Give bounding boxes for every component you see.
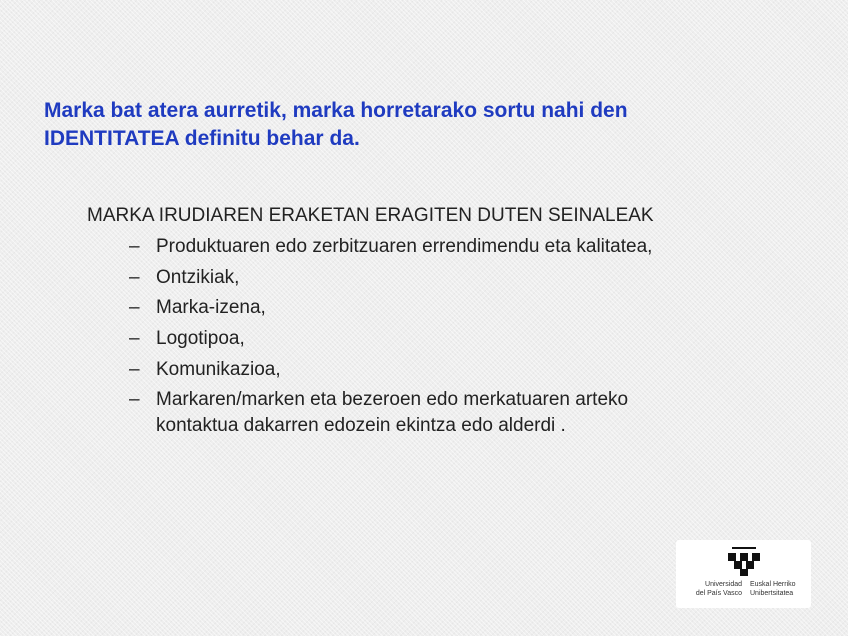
dash-bullet: – xyxy=(129,297,140,319)
dash-bullet: – xyxy=(129,389,140,411)
list-item xyxy=(129,265,749,291)
list-item-text xyxy=(156,357,749,383)
list-item-line: Ontzikiak, xyxy=(156,266,240,288)
section-heading: MARKA IRUDIAREN ERAKETAN ERAGITEN DUTEN SEINALEAK xyxy=(87,205,654,226)
list-item-line: Logotipoa, xyxy=(156,328,245,350)
list-item-line: Produktuaren edo zerbitzuaren errendimendu eta kalitatea, xyxy=(156,236,653,257)
list-item-line: Markaren/marken eta bezeroen edo merkatuaren arteko xyxy=(156,389,629,411)
list-item-line: kontaktua dakarren edozein ekintza edo alderdi . xyxy=(156,415,566,437)
slide-title-line: Marka bat atera aurretik, marka horretarako sortu nahi den xyxy=(44,99,628,122)
dash-bullet: – xyxy=(129,358,140,380)
university-logo xyxy=(676,540,811,608)
bullet-list xyxy=(129,234,749,444)
list-item xyxy=(129,326,749,352)
list-item-line: Marka-izena, xyxy=(156,297,266,319)
list-item xyxy=(129,357,749,383)
list-item-text xyxy=(156,265,749,291)
list-item-line: Komunikazioa, xyxy=(156,358,281,380)
list-item-text xyxy=(156,326,749,352)
logo-caption-basque xyxy=(750,580,808,598)
slide-title xyxy=(44,97,764,153)
logo-caption-line: Universidad xyxy=(705,581,742,588)
slide-title-line: IDENTITATEA definitu behar da. xyxy=(44,127,360,150)
logo-caption-line: Euskal Herriko xyxy=(750,581,796,588)
dash-bullet: – xyxy=(129,328,140,350)
dash-bullet: – xyxy=(129,266,140,288)
university-emblem-icon xyxy=(726,545,762,577)
list-item xyxy=(129,234,749,260)
list-item-text xyxy=(156,295,749,321)
list-item-text xyxy=(156,387,749,439)
logo-caption-spanish xyxy=(684,580,742,598)
list-item-text xyxy=(156,234,749,260)
list-item xyxy=(129,295,749,321)
logo-caption-line: Unibertsitatea xyxy=(750,590,794,597)
logo-caption-line: del País Vasco xyxy=(695,590,742,597)
dash-bullet: – xyxy=(129,236,140,257)
list-item xyxy=(129,387,749,439)
